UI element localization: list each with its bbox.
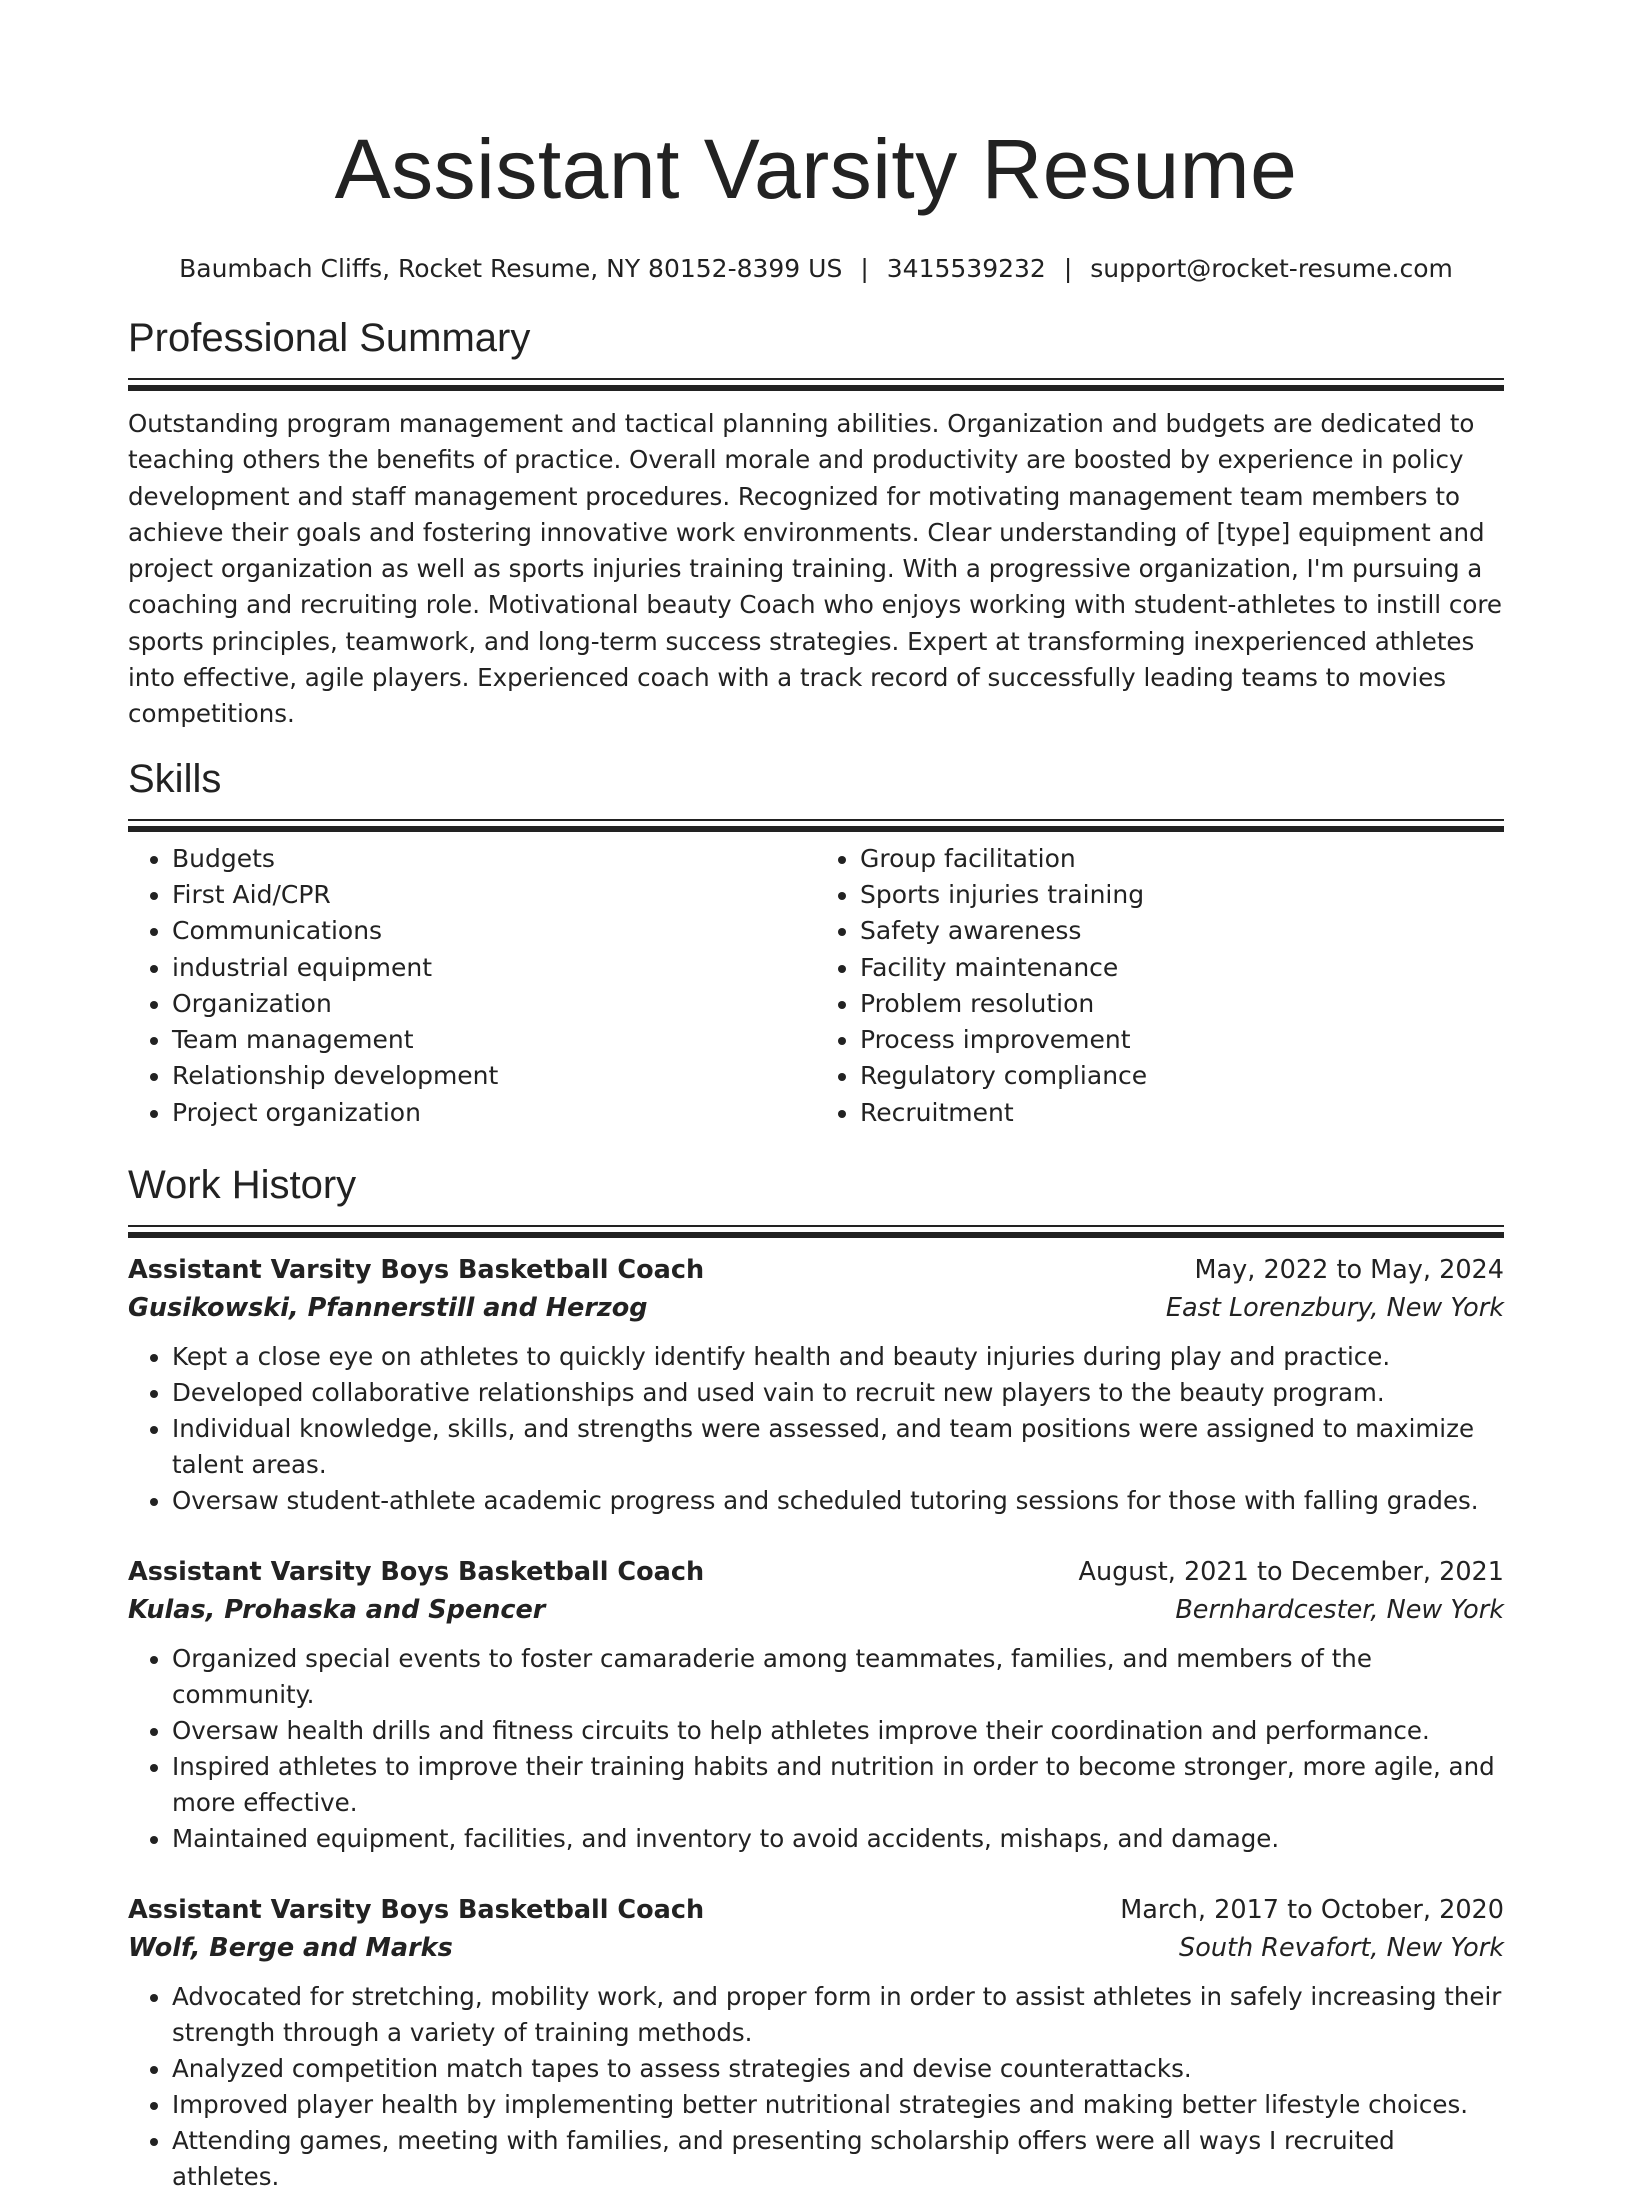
summary-text: Outstanding program management and tactical planning abilities. Organization and budgets are dedicated to teaching others the benefits of practice. Overall morale and productivity are boosted by experience in policy development and staff management procedures. Recognized for motivating management team members to achieve their goals and fostering innovative work environments. Clear understanding of [type] equipment and project organization as well as sports injuries training training. With a progressive organization, I'm pursuing a coaching and recruiting role. Motivational beauty Coach who enjoys working with student-athletes to instill core sports principles, teamwork, and long-term success strategies. Expert at transforming inexperienced athletes into effective, agile players. Experienced coach with a track record of successfully leading teams to movies competitions. xyxy=(128,409,1502,729)
job-bullet: • Inspired athletes to improve their training habits and nutrition in order to become stronger, more agile, and more effective. xyxy=(172,1749,1504,1821)
job-bullets xyxy=(128,1641,1504,1857)
job-bullet: • Oversaw health drills and fitness circuits to help athletes improve their coordination and performance. xyxy=(172,1713,1504,1749)
section-divider xyxy=(128,1225,1504,1231)
job-location: Bernhardcester, New York xyxy=(1175,1595,1504,1626)
skill-item: • Project organization xyxy=(172,1095,816,1131)
job-location: South Revafort, New York xyxy=(1179,1933,1504,1964)
contact-line xyxy=(128,253,1504,285)
skill-item: • Budgets xyxy=(172,841,816,877)
skill-item: • Safety awareness xyxy=(860,913,1504,949)
skills-columns xyxy=(128,841,1504,1131)
job-bullet: • Advocated for stretching, mobility work, and proper form in order to assist athletes in safely increasing their strength through a variety of training methods. xyxy=(172,1979,1504,2051)
skill-item: • Process improvement xyxy=(860,1022,1504,1058)
job-bullet: • Attending games, meeting with families, and presenting scholarship offers were all ways I recruited athletes. xyxy=(172,2123,1504,2195)
skill-item: • Relationship development xyxy=(172,1058,816,1094)
summary-section xyxy=(128,314,1504,733)
skill-item: • First Aid/CPR xyxy=(172,877,816,913)
job-title: Assistant Varsity Boys Basketball Coach xyxy=(128,1255,705,1286)
contact-separator: | xyxy=(1063,254,1073,283)
job-dates: March, 2017 to October, 2020 xyxy=(1120,1895,1504,1926)
job-entry xyxy=(128,1553,1504,1857)
skill-item: • Recruitment xyxy=(860,1095,1504,1131)
contact-email: support@rocket-resume.com xyxy=(1090,254,1453,283)
skills-list-right xyxy=(816,841,1504,1131)
skill-item: • Team management xyxy=(172,1022,816,1058)
skill-item: • Problem resolution xyxy=(860,986,1504,1022)
job-company: Gusikowski, Pfannerstill and Herzog xyxy=(128,1293,648,1324)
job-bullet: • Oversaw student-athlete academic progress and scheduled tutoring sessions for those with falling grades. xyxy=(172,1483,1504,1519)
job-bullet: • Kept a close eye on athletes to quickly identify health and beauty injuries during play and practice. xyxy=(172,1339,1504,1375)
skills-list-left xyxy=(128,841,816,1131)
job-bullet: • Maintained equipment, facilities, and inventory to avoid accidents, mishaps, and damage. xyxy=(172,1821,1504,1857)
job-bullets xyxy=(128,1339,1504,1519)
job-dates: August, 2021 to December, 2021 xyxy=(1078,1557,1504,1588)
job-bullet: • Analyzed competition match tapes to assess strategies and devise counterattacks. xyxy=(172,2051,1504,2087)
job-company: Wolf, Berge and Marks xyxy=(128,1933,453,1964)
job-title: Assistant Varsity Boys Basketball Coach xyxy=(128,1895,705,1926)
skill-item: • Organization xyxy=(172,986,816,1022)
contact-separator: | xyxy=(860,254,869,283)
job-company: Kulas, Prohaska and Spencer xyxy=(128,1595,546,1626)
resume-title: Assistant Varsity Resume xyxy=(334,122,1298,216)
contact-phone: 3415539232 xyxy=(886,254,1046,283)
job-dates: May, 2022 to May, 2024 xyxy=(1194,1255,1504,1286)
skill-item: • Sports injuries training xyxy=(860,877,1504,913)
skill-item: • industrial equipment xyxy=(172,950,816,986)
skills-section xyxy=(128,755,1504,1131)
skill-item: • Group facilitation xyxy=(860,841,1504,877)
section-divider xyxy=(128,378,1504,384)
section-divider xyxy=(128,819,1504,825)
skill-item: • Communications xyxy=(172,913,816,949)
job-title: Assistant Varsity Boys Basketball Coach xyxy=(128,1557,705,1588)
summary-heading: Professional Summary xyxy=(128,316,531,360)
skill-item: • Regulatory compliance xyxy=(860,1058,1504,1094)
job-bullet: • Improved player health by implementing better nutritional strategies and making better lifestyle choices. xyxy=(172,2087,1504,2123)
job-location: East Lorenzbury, New York xyxy=(1165,1293,1504,1324)
skill-item: • Facility maintenance xyxy=(860,950,1504,986)
work-history-section xyxy=(128,1161,1504,2195)
contact-address: Baumbach Cliffs, Rocket Resume, NY 80152-8399 US xyxy=(179,254,843,283)
work-history-heading: Work History xyxy=(128,1163,357,1208)
job-bullets xyxy=(128,1979,1504,2195)
job-bullet: • Developed collaborative relationships and used vain to recruit new players to the beauty program. xyxy=(172,1375,1504,1411)
job-entry xyxy=(128,1251,1504,1519)
skills-heading: Skills xyxy=(128,756,222,801)
job-bullet: • Organized special events to foster camaraderie among teammates, families, and members of the community. xyxy=(172,1641,1504,1713)
job-entry xyxy=(128,1891,1504,2195)
job-bullet: • Individual knowledge, skills, and strengths were assessed, and team positions were assigned to maximize talent areas. xyxy=(172,1411,1504,1483)
